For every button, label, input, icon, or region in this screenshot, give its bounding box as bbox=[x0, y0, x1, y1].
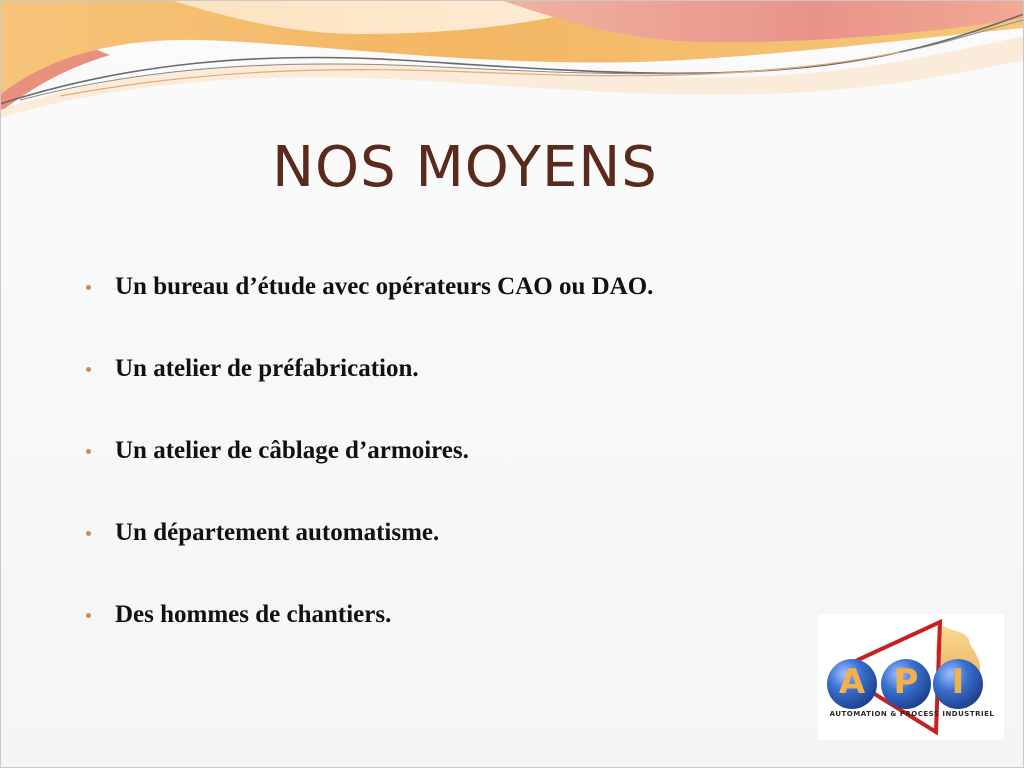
api-logo bbox=[818, 614, 1004, 740]
bullet-text: Un atelier de câblage d’armoires. bbox=[115, 437, 469, 464]
bullet-text: Un bureau d’étude avec opérateurs CAO ou DAO. bbox=[115, 273, 654, 300]
bullet-item bbox=[86, 428, 653, 474]
round-dot-icon bbox=[86, 531, 91, 536]
bullet-item bbox=[86, 346, 653, 392]
bullet-text: Un département automatisme. bbox=[115, 519, 440, 546]
header-swoosh-decoration bbox=[0, 0, 1024, 130]
bullet-item bbox=[86, 264, 653, 310]
logo-letter-i: I bbox=[951, 662, 965, 702]
bullet-text: Un atelier de préfabrication. bbox=[115, 355, 419, 382]
logo-letter-p: P bbox=[893, 662, 919, 702]
round-dot-icon bbox=[86, 449, 91, 454]
round-dot-icon bbox=[86, 613, 91, 618]
round-dot-icon bbox=[86, 367, 91, 372]
logo-caption: AUTOMATION & PROCESS INDUSTRIEL bbox=[829, 710, 995, 718]
bullet-list bbox=[86, 264, 653, 674]
bullet-item bbox=[86, 592, 653, 638]
slide-title: NOS MOYENS bbox=[272, 135, 658, 200]
logo-letter-a: A bbox=[838, 662, 866, 702]
round-dot-icon bbox=[86, 285, 91, 290]
bullet-text: Des hommes de chantiers. bbox=[115, 601, 392, 628]
bullet-item bbox=[86, 510, 653, 556]
